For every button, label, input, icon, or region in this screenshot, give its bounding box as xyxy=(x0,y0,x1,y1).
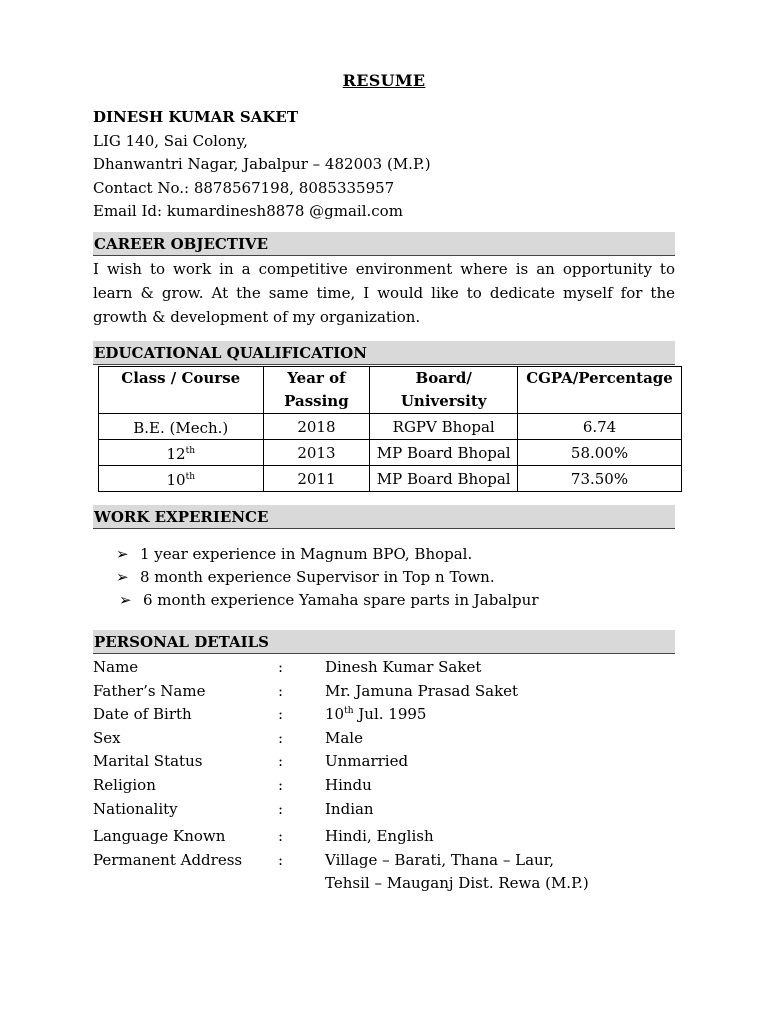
address-line-1: LIG 140, Sai Colony, xyxy=(93,131,248,150)
table-row xyxy=(99,414,682,440)
email-id: Email Id: kumardinesh8878 @gmail.com xyxy=(93,202,403,220)
col-header-score: CGPA/Percentage xyxy=(518,367,682,414)
detail-row-sex: Sex : Male xyxy=(93,728,363,747)
cell-score: 73.50% xyxy=(518,466,682,492)
table-row xyxy=(99,440,682,466)
cell-board: MP Board Bhopal xyxy=(370,466,518,492)
list-item: ➢ 8 month experience Supervisor in Top n Town. xyxy=(116,566,676,589)
personal-details-heading: PERSONAL DETAILS xyxy=(93,630,675,654)
work-experience-heading: WORK EXPERIENCE xyxy=(93,505,675,529)
detail-row-father: Father’s Name : Mr. Jamuna Prasad Saket xyxy=(93,681,519,700)
col-header-board: Board/ University xyxy=(370,367,518,414)
cell-board: MP Board Bhopal xyxy=(370,440,518,466)
cell-year: 2018 xyxy=(263,414,370,440)
cell-course: B.E. (Mech.) xyxy=(99,414,264,440)
col-header-year: Year of Passing xyxy=(263,367,370,414)
document-title: RESUME xyxy=(342,71,426,90)
detail-row-dob: Date of Birth : 10th Jul. 1995 xyxy=(93,705,427,724)
cell-board: RGPV Bhopal xyxy=(370,414,518,440)
career-objective-heading: CAREER OBJECTIVE xyxy=(93,232,675,256)
contact-block xyxy=(93,106,683,224)
cell-course: 10th xyxy=(99,466,264,492)
arrow-bullet-icon: ➢ xyxy=(116,545,129,563)
work-experience-list xyxy=(116,543,676,612)
arrow-bullet-icon: ➢ xyxy=(116,568,129,586)
career-objective-text: I wish to work in a competitive environment where is an opportunity to learn & grow. At the same time, I would like to dedicate myself for the growth & development of my organization. xyxy=(93,260,675,326)
education-table xyxy=(98,366,682,492)
table-row xyxy=(99,466,682,492)
cell-course: 12th xyxy=(99,440,264,466)
detail-row-marital: Marital Status : Unmarried xyxy=(93,752,409,771)
cell-year: 2011 xyxy=(263,466,370,492)
col-header-course: Class / Course xyxy=(99,367,264,414)
detail-row-name: Name : Dinesh Kumar Saket xyxy=(93,658,482,676)
personal-details-block xyxy=(93,656,683,896)
detail-row-religion: Religion : Hindu xyxy=(93,775,372,794)
education-heading: EDUCATIONAL QUALIFICATION xyxy=(93,341,675,365)
detail-row-nationality: Nationality : Indian xyxy=(93,799,374,818)
cell-score: 58.00% xyxy=(518,440,682,466)
cell-score: 6.74 xyxy=(518,414,682,440)
arrow-bullet-icon: ➢ xyxy=(119,591,132,609)
detail-row-address-cont: Tehsil – Mauganj Dist. Rewa (M.P.) xyxy=(325,874,589,893)
list-item: ➢ 1 year experience in Magnum BPO, Bhopal. xyxy=(116,543,676,566)
address-line-2: Dhanwantri Nagar, Jabalpur – 482003 (M.P.) xyxy=(93,155,431,173)
detail-row-language: Language Known : Hindi, English xyxy=(93,827,434,846)
detail-row-address: Permanent Address : Village – Barati, Thana – Laur, xyxy=(93,850,554,869)
table-header-row xyxy=(99,367,682,414)
list-item: ➢ 6 month experience Yamaha spare parts in Jabalpur xyxy=(116,589,676,612)
cell-year: 2013 xyxy=(263,440,370,466)
candidate-name: DINESH KUMAR SAKET xyxy=(93,108,299,126)
contact-number: Contact No.: 8878567198, 8085335957 xyxy=(93,178,395,197)
